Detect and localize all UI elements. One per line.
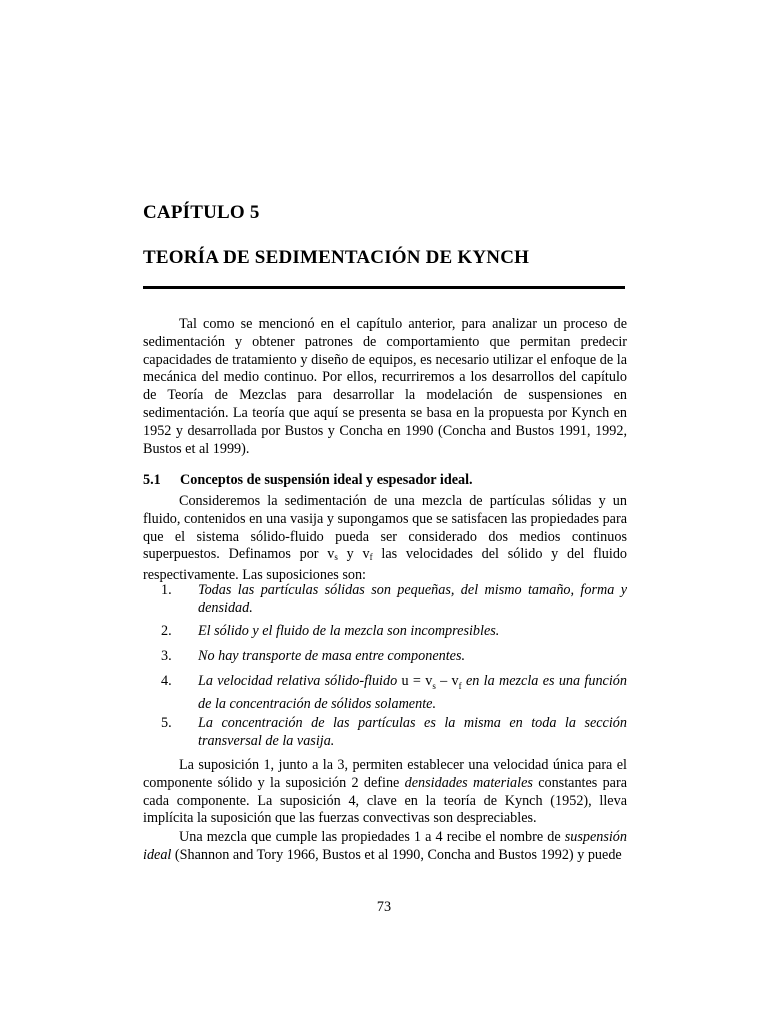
p4-emphasis: suspensión ideal xyxy=(143,829,627,863)
list-item-number: 2. xyxy=(161,623,172,639)
solid-velocity-symbol: v xyxy=(327,546,335,563)
p4-text-after: (Shannon and Tory 1966, Bustos et al 1990, Concha and Bustos 1992) y puede xyxy=(171,846,622,863)
p4-text-before: Una mezcla que cumple las propiedades 1 a 4 recibe el nombre de xyxy=(179,829,565,845)
list-item-number: 5. xyxy=(161,715,172,731)
p3-emphasis: densidades materiales xyxy=(404,774,533,791)
formula-part: – v xyxy=(435,673,459,689)
formula-subscript-s: s xyxy=(432,680,436,691)
list-item-number: 1. xyxy=(161,582,172,598)
list-item-text xyxy=(198,673,627,713)
fluid-velocity-symbol: v xyxy=(362,546,370,563)
assumptions-intro-paragraph xyxy=(143,493,627,585)
p2-text-before: Consideremos la sedimentación de una mezcla de partículas sólidas y un fluido, contenidos en una vasija y supongamos que se satisfacen las propiedades para que el sistema sólido-fluido pueda ser considerado dos medios continuos superpuestos. Definamos por xyxy=(143,493,627,563)
page-number: 73 xyxy=(376,899,392,915)
list-item-text: Todas las partículas sólidas son pequeñas, del mismo tamaño, forma y densidad. xyxy=(198,582,627,616)
assumptions-discussion-paragraph xyxy=(143,757,627,828)
chapter-title: TEORÍA DE SEDIMENTACIÓN DE KYNCH xyxy=(143,247,530,268)
section-heading xyxy=(143,471,627,489)
title-divider xyxy=(143,286,625,289)
section-title: Conceptos de suspensión ideal y espesador ideal. xyxy=(180,472,473,488)
list-item-number: 3. xyxy=(161,648,172,664)
formula-part: u = v xyxy=(401,673,433,689)
solid-velocity-subscript: s xyxy=(334,552,338,563)
list-item-number: 4. xyxy=(161,673,172,689)
formula-subscript-f: f xyxy=(458,680,462,691)
intro-paragraph: Tal como se mencionó en el capítulo anterior, para analizar un proceso de sedimentación y obtener patrones de comportamiento que permitan predecir capacidades de tratamiento y diseño de equipos, es necesario utilizar el enfoque de la mecánica del medio continuo. Por ellos, recurriremos a los desarrollos del capítulo de Teoría de Mezclas para desarrollar la modelación de suspensiones en sedimentación. La teoría que aquí se presenta se basa en la propuesta por Kynch en 1952 y desarrollada por Bustos y Concha en 1990 (Concha and Bustos 1991, 1992, Bustos et al 1999). xyxy=(143,316,627,457)
relative-velocity-formula xyxy=(402,673,462,689)
list-item-text-after: en la mezcla es una función de la concentración de sólidos solamente. xyxy=(198,673,627,712)
p2-text-mid: y xyxy=(337,546,363,563)
fluid-velocity-subscript: f xyxy=(369,552,373,563)
chapter-label: CAPÍTULO 5 xyxy=(143,202,260,223)
list-item-text: La concentración de las partículas es la misma en toda la sección transversal de la vasija. xyxy=(198,715,627,749)
list-item-text: El sólido y el fluido de la mezcla son incompresibles. xyxy=(198,623,500,639)
ideal-suspension-paragraph xyxy=(143,829,627,865)
p2-text-after: las velocidades del sólido y del fluido respectivamente. Las suposiciones son: xyxy=(143,546,628,584)
p3-text-after: constantes para cada componente. La suposición 4, clave en la teoría de Kynch (1952), lleva implícita la suposición que las fuerzas convectivas son despreciables. xyxy=(143,774,628,827)
p3-text-before: La suposición 1, junto a la 3, permiten establecer una velocidad única para el componente sólido y la suposición 2 define xyxy=(143,757,627,791)
list-item-text-before: La velocidad relativa sólido-fluido xyxy=(198,673,402,689)
section-number: 5.1 xyxy=(143,472,161,488)
list-item-text: No hay transporte de masa entre componentes. xyxy=(198,648,466,664)
